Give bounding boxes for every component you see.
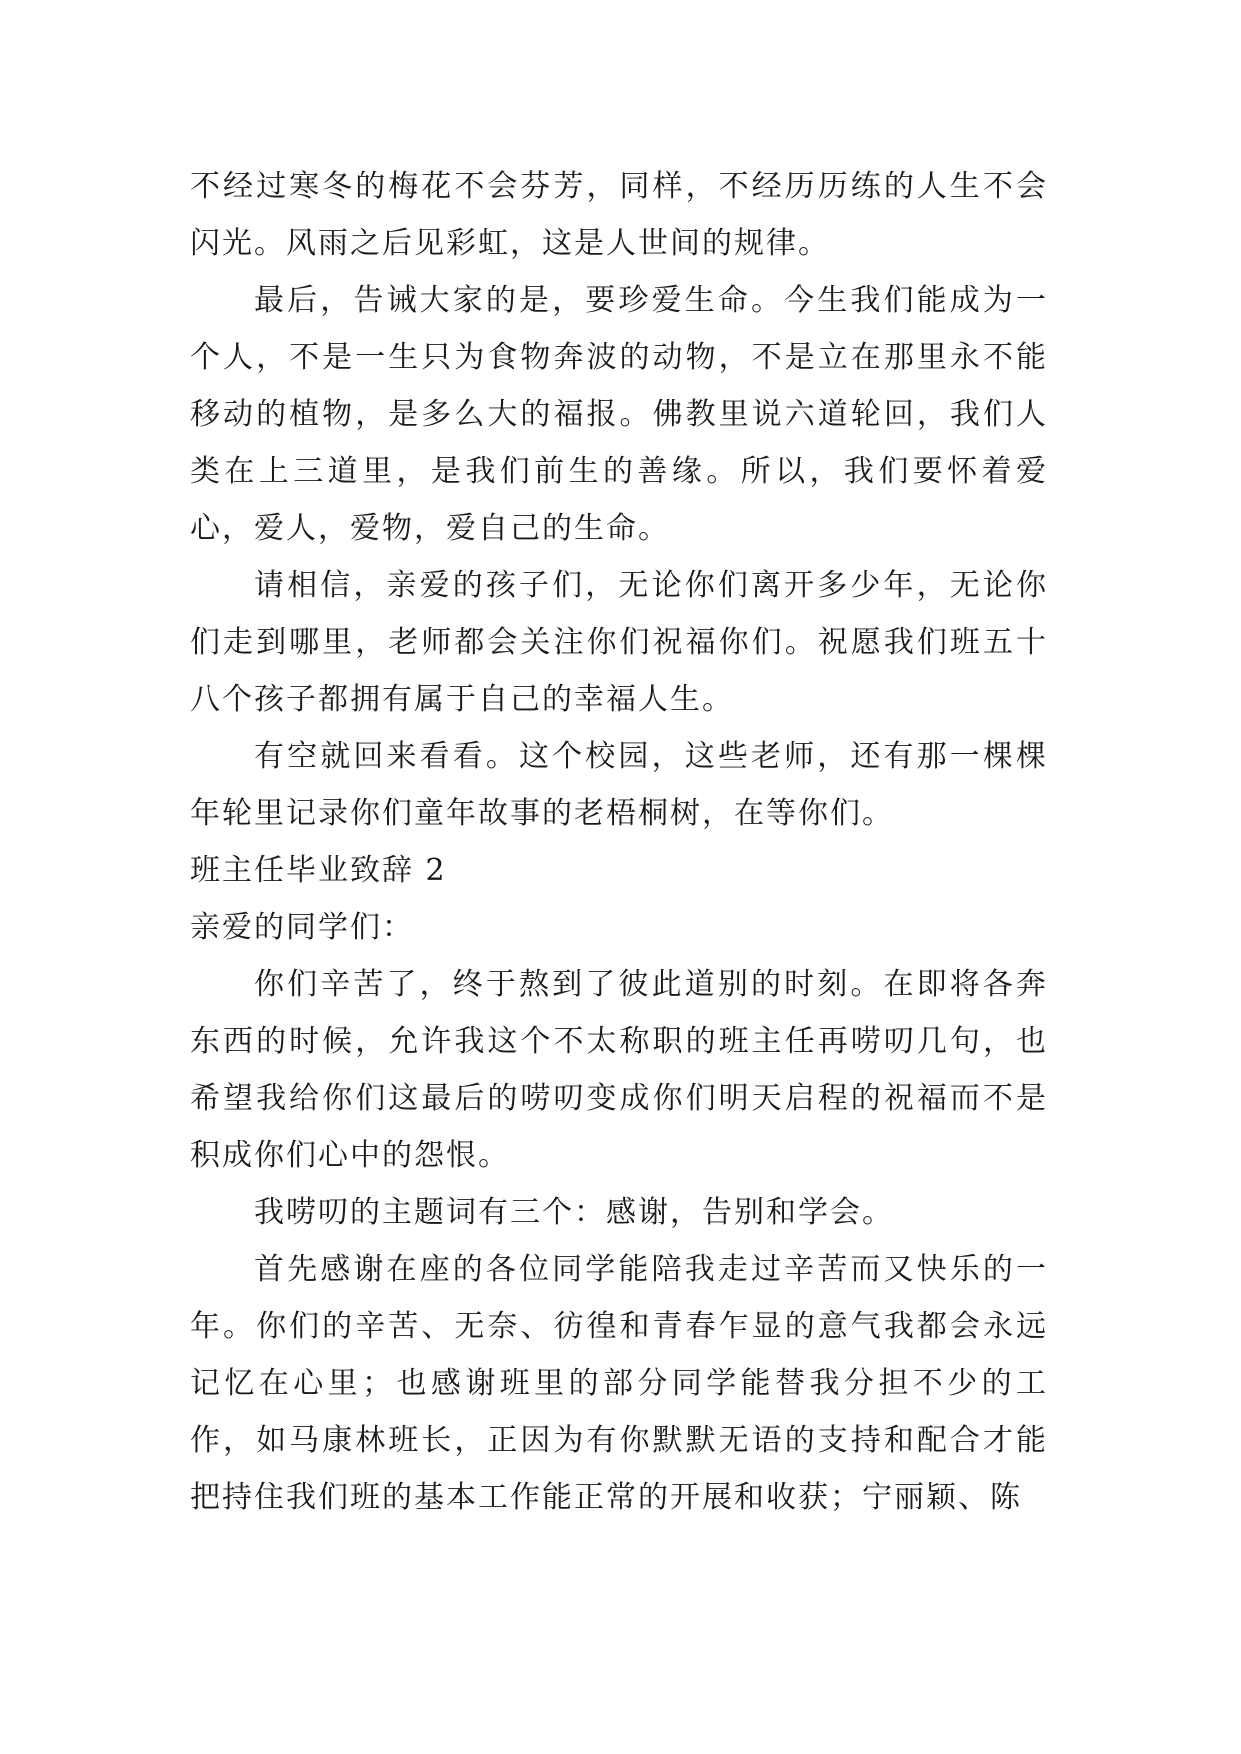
paragraph-farewell-moment: 你们辛苦了，终于熬到了彼此道别的时刻。在即将各奔东西的时候，允许我这个不太称职的班主任再唠叨几句，也希望我给你们这最后的唠叨变成你们明天启程的祝福而不是积成你们心中的怨恨。 (190, 967, 1048, 1173)
section-heading: 班主任毕业致辞 2 (190, 853, 447, 888)
paragraph-cherish-life: 最后，告诫大家的是，要珍爱生命。今生我们能成为一个人，不是一生只为食物奔波的动物，不是立在那里永不能移动的植物，是多么大的福报。佛教里说六道轮回，我们人类在上三道里，是我们前生的善缘。所以，我们要怀着爱心，爱人，爱物，爱自己的生命。 (190, 283, 1048, 546)
paragraph-come-back: 有空就回来看看。这个校园，这些老师，还有那一棵棵年轮里记录你们童年故事的老梧桐树，在等你们。 (190, 739, 1048, 831)
paragraph-thanks: 首先感谢在座的各位同学能陪我走过辛苦而又快乐的一年。你们的辛苦、无奈、彷徨和青春乍显的意气我都会永远记忆在心里；也感谢班里的部分同学能替我分担不少的工作，如马康林班长，正因为有你默默无语的支持和配合才能把持住我们班的基本工作能正常的开展和收获；宁丽颖、陈 (190, 1252, 1048, 1515)
document-body (190, 158, 1048, 1526)
paragraph-blessing: 请相信，亲爱的孩子们，无论你们离开多少年，无论你们走到哪里，老师都会关注你们祝福你们。祝愿我们班五十八个孩子都拥有属于自己的幸福人生。 (190, 568, 1048, 717)
paragraph-plum-blossom: 不经过寒冬的梅花不会芬芳，同样，不经历历练的人生不会闪光。风雨之后见彩虹，这是人世间的规律。 (190, 169, 1048, 261)
salutation: 亲爱的同学们： (190, 910, 414, 945)
paragraph-three-themes: 我唠叨的主题词有三个：感谢，告别和学会。 (254, 1195, 894, 1230)
